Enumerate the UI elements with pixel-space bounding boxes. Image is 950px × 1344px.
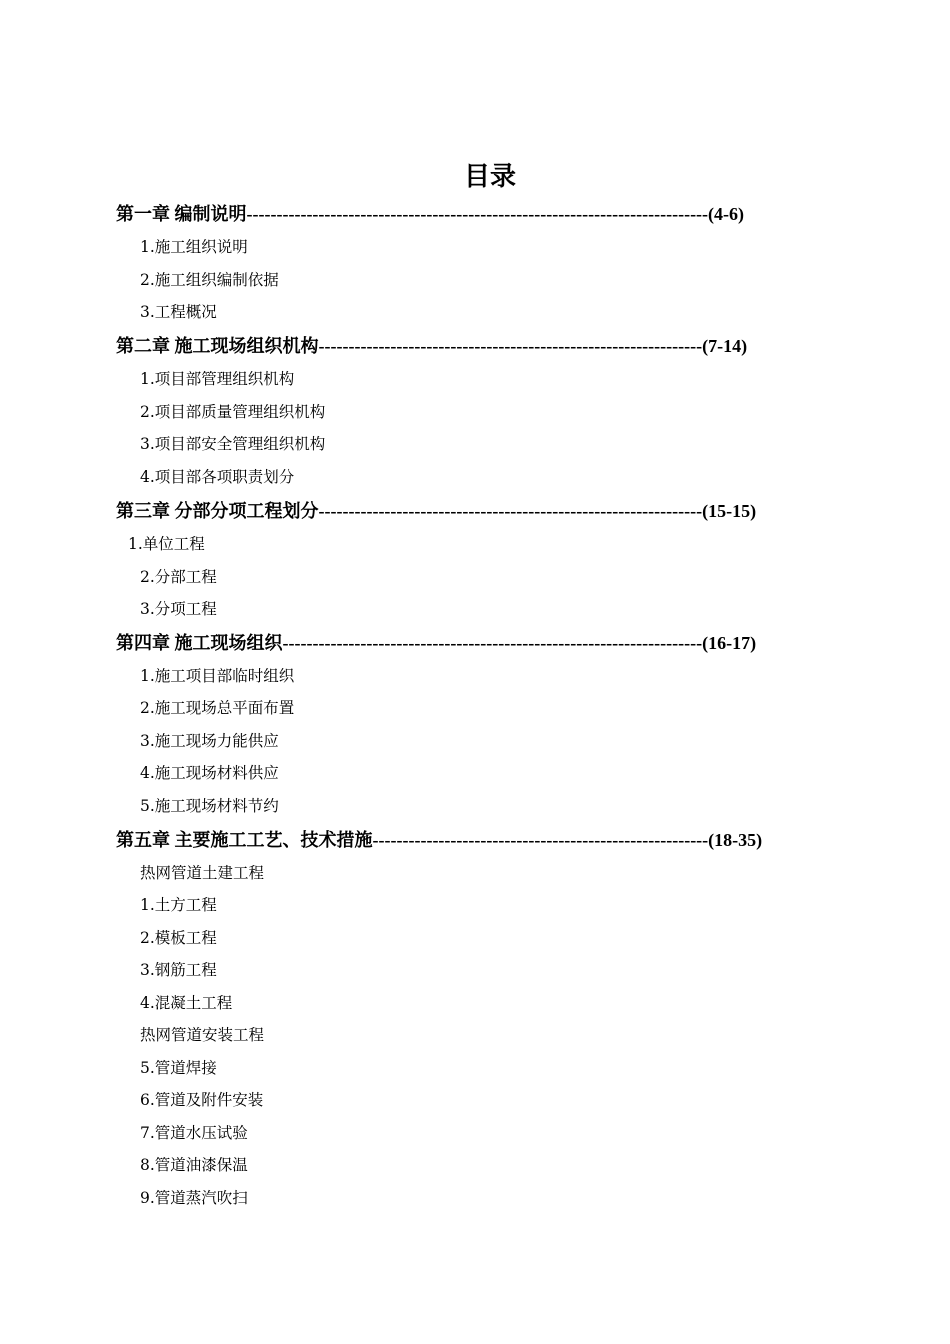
toc-item: 1.土方工程 (140, 896, 217, 914)
toc-item: 3.分项工程 (140, 600, 217, 618)
toc-item: 3.工程概况 (140, 303, 217, 321)
toc-item: 1.项目部管理组织机构 (140, 370, 295, 388)
toc-item: 7.管道水压试验 (140, 1124, 248, 1142)
toc-item: 热网管道土建工程 (140, 864, 265, 882)
toc-item: 3.钢筋工程 (140, 961, 217, 979)
toc-item: 6.管道及附件安装 (140, 1091, 264, 1109)
toc-item: 2.模板工程 (140, 929, 217, 947)
toc-chapter-3: 第三章 分部分项工程划分----------------------------------------------------------------(15-15) (116, 501, 757, 521)
toc-item: 3.施工现场力能供应 (140, 732, 279, 750)
toc-item: 4.混凝土工程 (140, 994, 233, 1012)
toc-item: 2.施工现场总平面布置 (140, 699, 295, 717)
toc-chapter-4: 第四章 施工现场组织----------------------------------------------------------------------(16-17) (116, 633, 757, 653)
toc-item: 1.施工组织说明 (140, 238, 248, 256)
toc-chapter-2: 第二章 施工现场组织机构----------------------------------------------------------------(7-14) (116, 336, 748, 356)
toc-item: 5.管道焊接 (140, 1059, 217, 1077)
toc-item: 4.项目部各项职责划分 (140, 468, 295, 486)
toc-item: 3.项目部安全管理组织机构 (140, 435, 326, 453)
toc-item: 2.施工组织编制依据 (140, 271, 279, 289)
toc-chapter-5: 第五章 主要施工工艺、技术措施--------------------------------------------------------(18-35) (116, 830, 763, 850)
toc-item: 热网管道安装工程 (140, 1026, 265, 1044)
toc-item: 8.管道油漆保温 (140, 1156, 248, 1174)
toc-item: 5.施工现场材料节约 (140, 797, 279, 815)
toc-item: 2.分部工程 (140, 568, 217, 586)
toc-item: 1.单位工程 (128, 535, 205, 553)
toc-item: 1.施工项目部临时组织 (140, 667, 295, 685)
toc-chapter-1: 第一章 编制说明-----------------------------------------------------------------------------(4-6) (116, 204, 745, 224)
toc-item: 2.项目部质量管理组织机构 (140, 403, 326, 421)
toc-title: 目录 (463, 162, 516, 192)
toc-item: 4.施工现场材料供应 (140, 764, 279, 782)
toc-item: 9.管道蒸汽吹扫 (140, 1189, 248, 1207)
